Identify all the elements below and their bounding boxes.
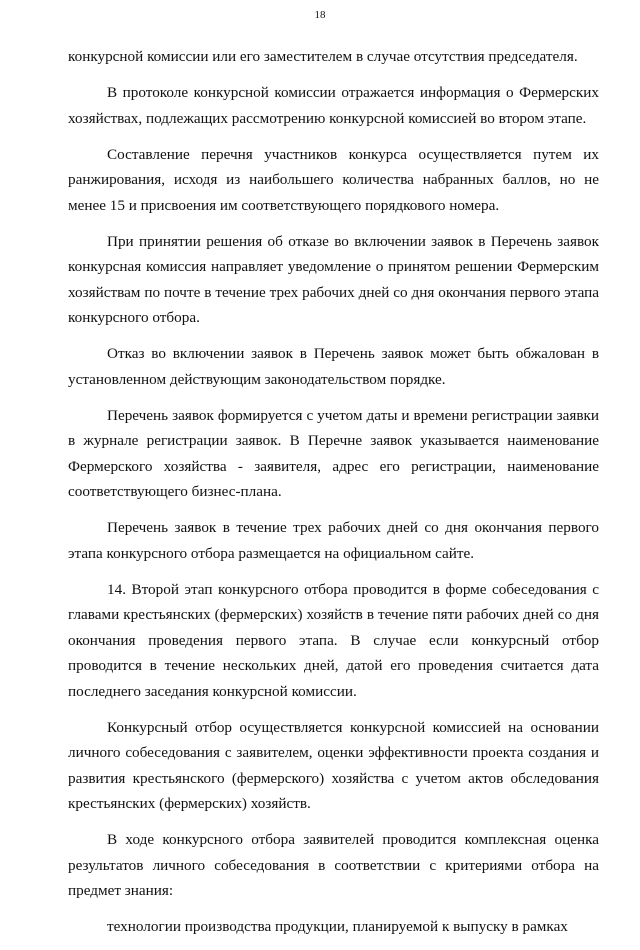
paragraph-continuation: конкурсной комиссии или его заместителем в случае отсутствия председателя. — [68, 48, 578, 65]
document-body — [68, 44, 599, 950]
paragraph-assessment: В ходе конкурсного отбора заявителей проводится комплексная оценка результатов личного собеседования в соответствии с критериями отбора на предмет знания: — [68, 831, 599, 899]
paragraph-second-stage: 14. Второй этап конкурсного отбора проводится в форме собеседования с главами крестьянских (фермерских) хозяйств в течение пяти рабочих дней со дня окончания проведения первого этапа. В случае если конкурсный отбор проводится в течение нескольких дней, датой его проведения считается дата последнего заседания конкурсной комиссии. — [68, 580, 599, 700]
paragraph-protocol-info: В протоколе конкурсной комиссии отражается информация о Фермерских хозяйствах, подлежащих рассмотрению конкурсной комиссией во втором этапе. — [68, 84, 599, 127]
paragraph-refusal-notice: При принятии решения об отказе во включении заявок в Перечень заявок конкурсная комиссия направляет уведомление о принятом решении Фермерским хозяйствам по почте в течение трех рабочих дней со дня окончания первого этапа конкурсного отбора. — [68, 232, 599, 326]
paragraph-appeal: Отказ во включении заявок в Перечень заявок может быть обжалован в установленном действующим законодательством порядке. — [68, 345, 599, 388]
paragraph-technology: технологии производства продукции, планируемой к выпуску в рамках — [107, 918, 568, 935]
paragraph-list-formation: Перечень заявок формируется с учетом даты и времени регистрации заявки в журнале регистрации заявок. В Перечне заявок указывается наименование Фермерского хозяйства - заявителя, адрес его регистрации, наименование соответствующего бизнес-плана. — [68, 406, 599, 500]
paragraph-selection-basis: Конкурсный отбор осуществляется конкурсной комиссией на основании личного собеседования с заявителем, оценки эффективности проекта создания и развития крестьянского (фермерского) хозяйства с учетом актов обследования крестьянских (фермерских) хозяйств. — [68, 718, 599, 812]
page-number: 18 — [314, 9, 326, 21]
paragraph-ranking: Составление перечня участников конкурса осуществляется путем их ранжирования, исходя из наибольшего количества набранных баллов, но не менее 15 и присвоения им соответствующего порядкового номера. — [68, 145, 599, 214]
paragraph-list-publication: Перечень заявок в течение трех рабочих дней со дня окончания первого этапа конкурсного отбора размещается на официальном сайте. — [68, 519, 599, 562]
